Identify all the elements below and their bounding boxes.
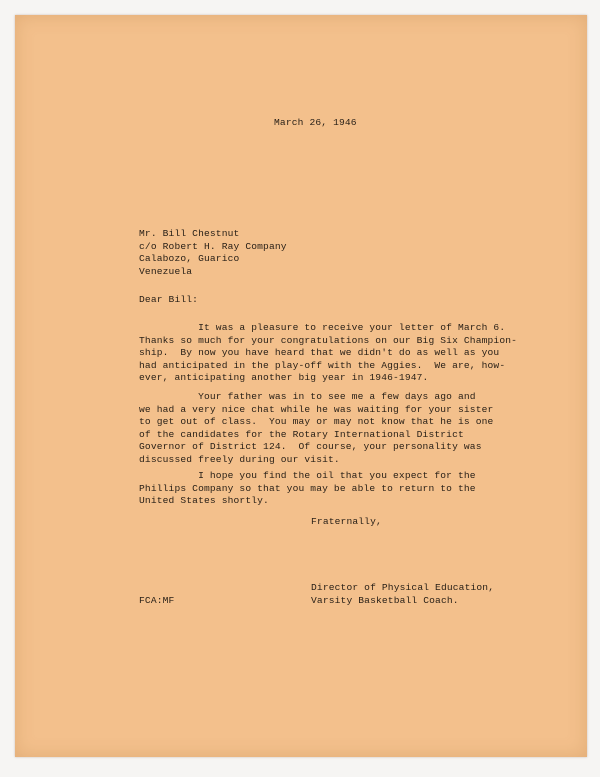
paragraph-line: I hope you find the oil that you expect for the [139,470,476,481]
paragraph-line: Thanks so much for your congratulations on our Big Six Champion- [139,334,518,346]
signature-line: Director of Physical Education, [311,582,495,593]
paragraph-line: to get out of class. You may or may not know that he is one [139,416,494,428]
typist-initials: FCA:MF [139,595,175,606]
address-line: c/o Robert H. Ray Company [139,240,287,252]
paragraph-2 [139,391,493,467]
paragraph-line: Phillips Company so that you may be able to return to the [139,482,476,494]
address-line: Calabozo, Guarico [139,253,240,265]
letter-page [15,15,587,757]
closing: Fraternally, [311,516,382,527]
paragraph-line: of the candidates for the Rotary International District [139,428,464,440]
paragraph-line: United States shortly. [139,495,269,507]
paragraph-line: had anticipated in the play-off with the Aggies. We are, how- [139,359,506,371]
paragraph-line: Governor of District 124. Of course, your personality was [139,441,482,453]
paragraph-line: ever, anticipating another big year in 1946-1947. [139,372,429,384]
address-line: Venezuela [139,265,193,277]
paragraph-line: It was a pleasure to receive your letter of March 6. [139,322,506,333]
recipient-address [139,228,287,278]
paragraph-line: ship. By now you have heard that we didn't do as well as you [139,347,500,359]
paragraph-1 [139,322,517,385]
letter-date: March 26, 1946 [274,117,357,128]
paragraph-line: discussed freely during our visit. [139,453,340,465]
paragraph-line: Your father was in to see me a few days ago and [139,391,476,402]
signature-block [311,582,494,607]
salutation: Dear Bill: [139,294,199,305]
address-line: Mr. Bill Chestnut [139,228,240,239]
signature-line: Varsity Basketball Coach. [311,594,459,606]
paragraph-line: we had a very nice chat while he was waiting for your sister [139,403,494,415]
paragraph-3 [139,470,476,508]
